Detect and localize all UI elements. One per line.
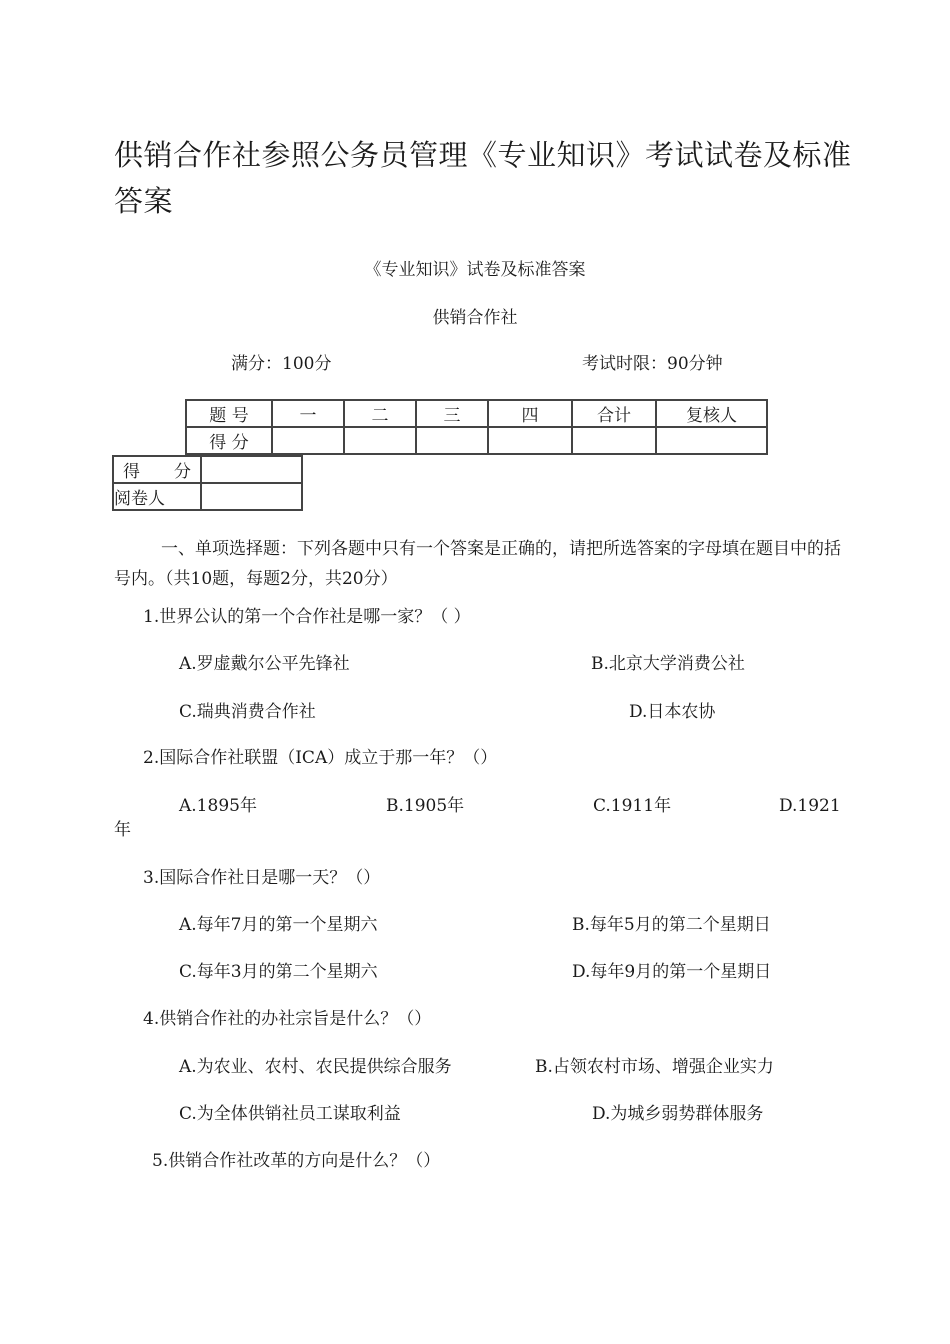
score-cell [272,427,344,454]
question-option-wrap: 年 [114,820,131,840]
question-option: A.每年7月的第一个星期六 [179,915,378,935]
question-stem: 1.世界公认的第一个合作社是哪一家？（ ） [143,607,471,627]
full-score: 满分：100分 [231,354,332,374]
score-cell [344,427,416,454]
grader-name-label: 阅卷人 [113,483,201,510]
grader-name-cell [201,483,302,510]
question-option: B.占领农村市场、增强企业实力 [535,1057,774,1077]
question-stem: 3.国际合作社日是哪一天？（） [143,868,381,888]
question-option: C.瑞典消费合作社 [179,702,316,722]
grader-score-cell [201,456,302,483]
question-option: B.每年5月的第二个星期日 [572,915,771,935]
score-table-header: 一 [272,400,344,427]
score-row-label: 得 分 [186,427,272,454]
question-option: B.北京大学消费公社 [591,654,745,674]
grader-score-label: 得 分 [113,456,201,483]
question-option: B.1905年 [386,796,465,816]
time-limit: 考试时限：90分钟 [582,354,723,374]
score-table-header: 四 [488,400,572,427]
organization-name: 供销合作社 [432,308,518,328]
question-option: C.为全体供销社员工谋取利益 [179,1104,401,1124]
document-title: 供销合作社参照公务员管理《专业知识》考试试卷及标准答案 [114,138,852,218]
question-option: A.为农业、农村、农民提供综合服务 [179,1057,452,1077]
score-table-header: 题 号 [186,400,272,427]
score-table-header: 二 [344,400,416,427]
question-option: D.日本农协 [629,702,716,722]
score-cell [572,427,656,454]
question-option: D.为城乡弱势群体服务 [592,1104,764,1124]
question-option: D.1921 [779,796,841,816]
question-option: A.罗虚戴尔公平先锋社 [179,654,350,674]
section-instruction: 一、单项选择题：下列各题中只有一个答案是正确的，请把所选答案的字母填在题目中的括号内。（共10题，每题2分，共20分） [114,539,841,589]
question-stem: 5.供销合作社改革的方向是什么？（） [152,1151,441,1171]
score-table-score-row [186,427,767,454]
score-table-header: 三 [416,400,488,427]
score-table-header: 合计 [572,400,656,427]
question-option: A.1895年 [179,796,257,816]
score-table-header: 复核人 [656,400,767,427]
score-table [185,399,768,455]
score-cell [488,427,572,454]
exam-subtitle: 《专业知识》试卷及标准答案 [364,260,586,280]
question-option: C.1911年 [593,796,672,816]
question-option: C.每年3月的第二个星期六 [179,962,378,982]
score-cell [416,427,488,454]
question-stem: 2.国际合作社联盟（ICA）成立于那一年？（） [143,748,498,768]
question-option: D.每年9月的第一个星期日 [572,962,772,982]
score-table-header-row [186,400,767,427]
score-cell [656,427,767,454]
question-stem: 4.供销合作社的办社宗旨是什么？（） [143,1009,432,1029]
grader-table [112,455,303,511]
